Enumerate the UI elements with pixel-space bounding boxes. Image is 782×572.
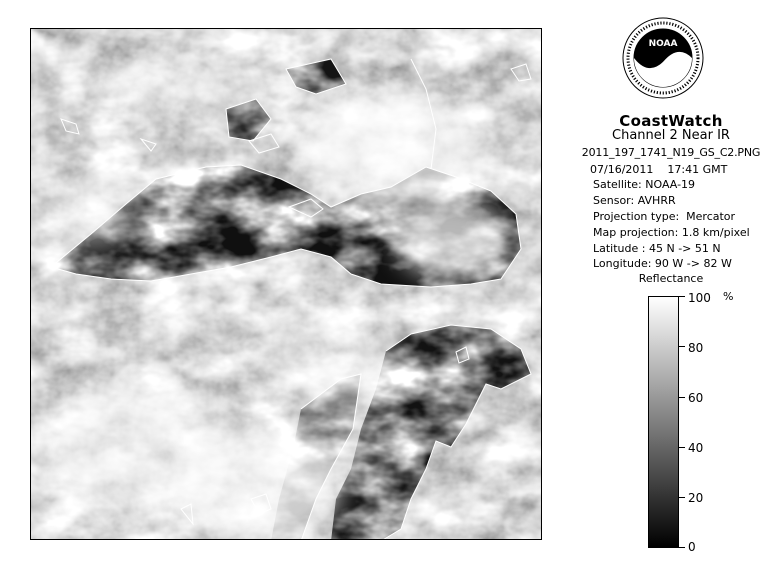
satellite-label: Satellite: NOAA-19 (593, 178, 696, 191)
colorbar-tick-label: 80 (688, 341, 704, 355)
noaa-logo-text: NOAA (648, 39, 678, 49)
filename-label: 2011_197_1741_N19_GS_C2.PNG (581, 146, 761, 159)
date-time-label: 07/16/2011 17:41 GMT (590, 163, 728, 176)
legend-unit: % (723, 290, 734, 303)
colorbar-tick-label: 40 (688, 441, 704, 455)
noaa-logo (620, 14, 706, 110)
colorbar-tick (679, 547, 685, 548)
colorbar-tick (679, 447, 685, 448)
reflectance-colorbar (648, 296, 679, 548)
map-projection-label: Map projection: 1.8 km/pixel (593, 226, 750, 239)
longitude-label: Longitude: 90 W -> 82 W (593, 257, 732, 270)
projection-type-label: Projection type: Mercator (593, 210, 736, 223)
sensor-label: Sensor: AVHRR (593, 194, 676, 207)
satellite-image (30, 28, 542, 540)
app-title: CoastWatch (619, 112, 723, 130)
latitude-label: Latitude : 45 N -> 51 N (593, 242, 721, 255)
info-panel (560, 0, 782, 572)
colorbar-tick (679, 296, 685, 297)
legend-title: Reflectance (638, 272, 704, 285)
satellite-image-svg (31, 29, 542, 540)
colorbar-tick-label: 0 (688, 540, 696, 554)
colorbar-tick-label: 60 (688, 391, 704, 405)
colorbar-tick-label: 100 (688, 291, 711, 305)
colorbar-tick (679, 497, 685, 498)
colorbar-tick-label: 20 (688, 491, 704, 505)
colorbar-tick (679, 397, 685, 398)
colorbar-tick (679, 346, 685, 347)
channel-label: Channel 2 Near IR (612, 128, 730, 143)
